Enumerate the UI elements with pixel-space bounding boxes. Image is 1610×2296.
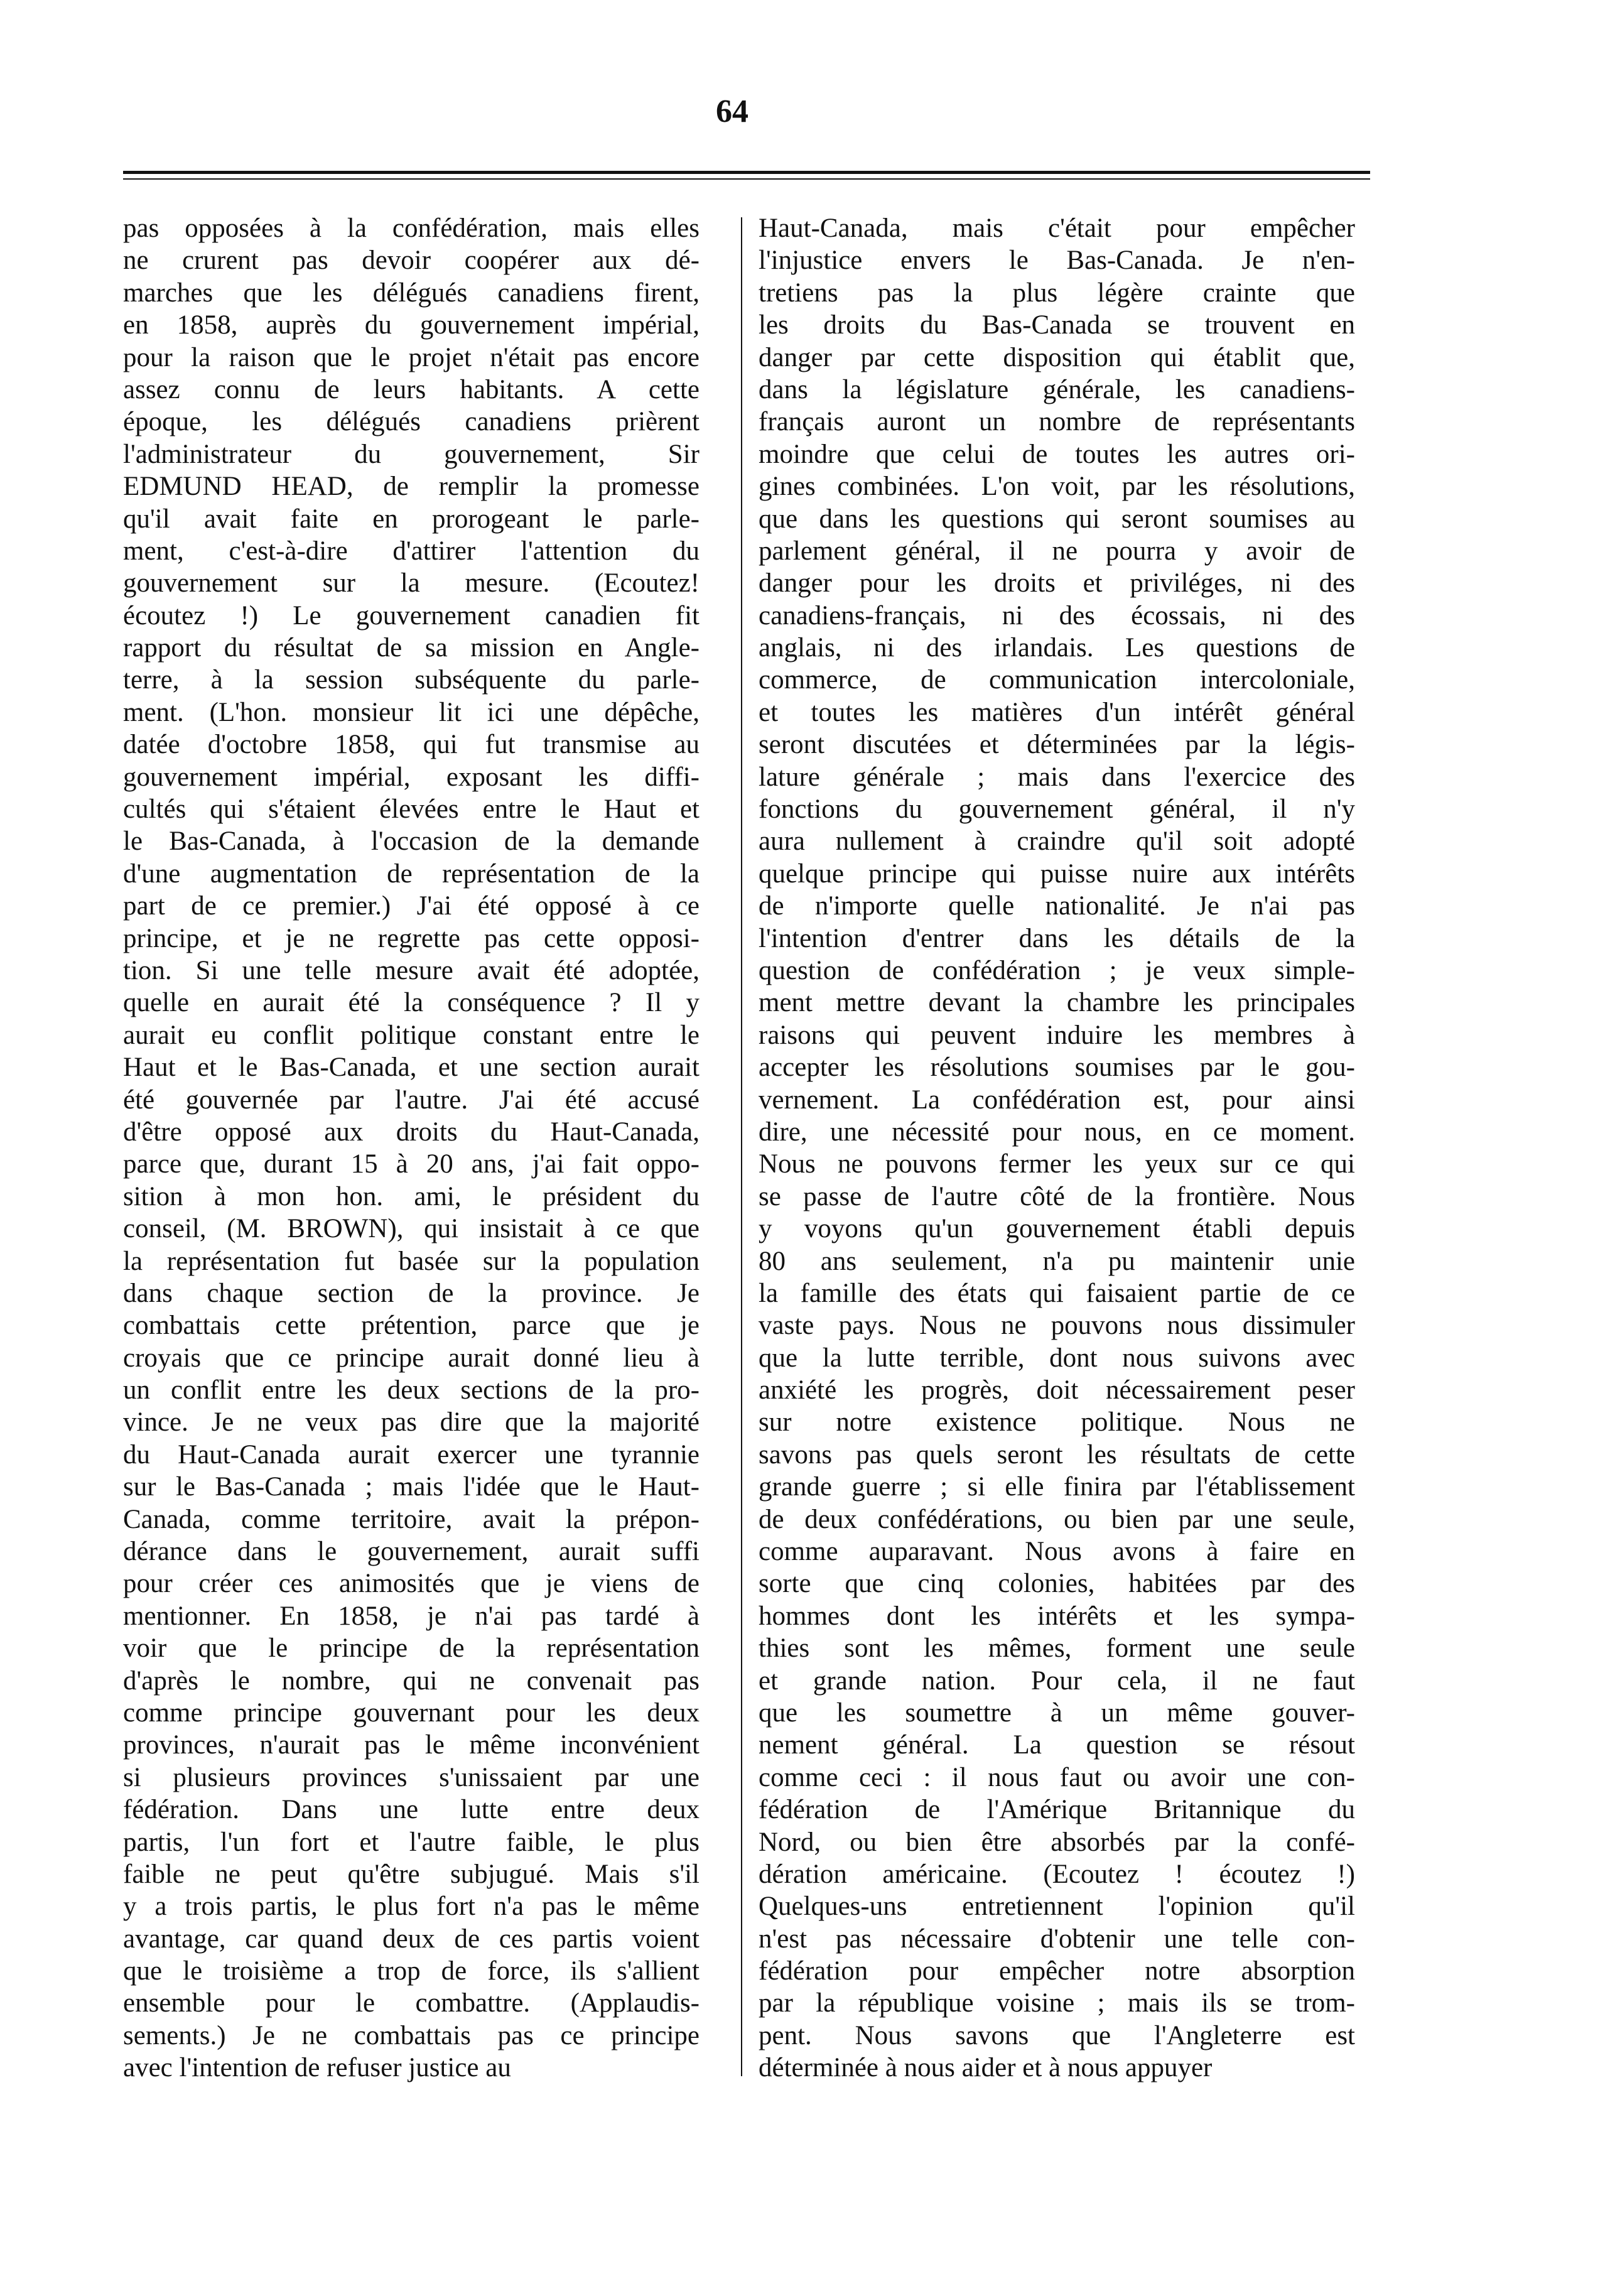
text-line: pent. Nous savons que l'Angleterre est	[759, 2020, 1355, 2050]
text-line: avantage, car quand deux de ces partis voient	[123, 1924, 700, 1954]
text-line: combattais cette prétention, parce que je	[123, 1311, 700, 1341]
text-line: datée d'octobre 1858, qui fut transmise au	[123, 730, 700, 760]
text-line: anglais, ni des irlandais. Les questions de	[759, 633, 1355, 663]
text-line: assez connu de leurs habitants. A cette	[123, 374, 700, 404]
text-line: principe, et je ne regrette pas cette opposi-	[123, 923, 700, 953]
text-line: ment, c'est-à-dire d'attirer l'attention du	[123, 536, 700, 566]
text-line: sur notre existence politique. Nous ne	[759, 1407, 1355, 1438]
text-line: moindre que celui de toutes les autres ori-	[759, 439, 1355, 469]
text-line: hommes dont les intérêts et les sympa-	[759, 1601, 1355, 1631]
text-line: dération américaine. (Ecoutez ! écoutez !)	[759, 1859, 1355, 1889]
text-line: un conflit entre les deux sections de la pro-	[123, 1375, 700, 1405]
text-line: commerce, de communication intercoloniale,	[759, 665, 1355, 695]
text-line: croyais que ce principe aurait donné lieu à	[123, 1343, 700, 1373]
text-line: les droits du Bas-Canada se trouvent en	[759, 310, 1355, 340]
text-line: rapport du résultat de sa mission en Angle-	[123, 633, 700, 663]
text-line: lature générale ; mais dans l'exercice des	[759, 762, 1355, 792]
text-line: marches que les délégués canadiens firent,	[123, 278, 700, 308]
text-line: Nord, ou bien être absorbés par la confé-	[759, 1827, 1355, 1857]
text-line: sur le Bas-Canada ; mais l'idée que le Haut-	[123, 1472, 700, 1502]
text-line: du Haut-Canada aurait exercer une tyrannie	[123, 1439, 700, 1470]
text-line: d'une augmentation de représentation de la	[123, 858, 700, 889]
text-line: comme ceci : il nous faut ou avoir une con-	[759, 1762, 1355, 1792]
text-line: d'être opposé aux droits du Haut-Canada,	[123, 1117, 700, 1147]
text-line: provinces, n'aurait pas le même inconvénient	[123, 1730, 700, 1760]
text-line: sition à mon hon. ami, le président du	[123, 1181, 700, 1211]
text-line: qu'il avait faite en prorogeant le parle-	[123, 504, 700, 534]
text-line: danger pour les droits et priviléges, ni des	[759, 568, 1355, 598]
text-line: l'administrateur du gouvernement, Sir	[123, 439, 700, 469]
text-line: fonctions du gouvernement général, il n'y	[759, 794, 1355, 825]
left-column	[123, 212, 700, 2084]
text-line: vaste pays. Nous ne pouvons nous dissimuler	[759, 1311, 1355, 1341]
text-line: Haut-Canada, mais c'était pour empêcher	[759, 214, 1355, 243]
text-line: quelque principe qui puisse nuire aux intérêts	[759, 858, 1355, 889]
text-line: faible ne peut qu'être subjugué. Mais s'il	[123, 1859, 700, 1889]
text-line: tion. Si une telle mesure avait été adoptée,	[123, 955, 700, 985]
text-line: partis, l'un fort et l'autre faible, le plus	[123, 1827, 700, 1857]
text-line: d'après le nombre, qui ne convenait pas	[123, 1665, 700, 1696]
text-line: l'injustice envers le Bas-Canada. Je n'en-	[759, 246, 1355, 276]
text-line: sements.) Je ne combattais pas ce principe	[123, 2020, 700, 2050]
text-line: raisons qui peuvent induire les membres à	[759, 1020, 1355, 1050]
text-line: déterminée à nous aider et à nous appuyer	[759, 2053, 1213, 2083]
text-line: gouvernement sur la mesure. (Ecoutez!	[123, 568, 700, 598]
text-line: que la lutte terrible, dont nous suivons avec	[759, 1343, 1355, 1373]
text-line: parce que, durant 15 à 20 ans, j'ai fait oppo-	[123, 1149, 700, 1179]
text-line: époque, les délégués canadiens prièrent	[123, 407, 700, 437]
text-line: et grande nation. Pour cela, il ne faut	[759, 1665, 1355, 1696]
text-line: Haut et le Bas-Canada, et une section aurait	[123, 1053, 700, 1083]
text-line: fédération de l'Amérique Britannique du	[759, 1795, 1355, 1825]
text-line: avec l'intention de refuser justice au	[123, 2053, 511, 2083]
text-line: voir que le principe de la représentation	[123, 1633, 700, 1664]
text-line: y a trois partis, le plus fort n'a pas le même	[123, 1892, 700, 1922]
text-line: quelle en aurait été la conséquence ? Il y	[123, 988, 700, 1018]
text-line: question de confédération ; je veux simple-	[759, 955, 1355, 985]
text-line: conseil, (M. BROWN), qui insistait à ce que	[123, 1214, 700, 1244]
text-line: nement général. La question se résout	[759, 1730, 1355, 1760]
text-line: vince. Je ne veux pas dire que la majorité	[123, 1407, 700, 1438]
text-line: dans la législature générale, les canadiens-	[759, 374, 1355, 404]
header-rule-thin	[123, 178, 1370, 180]
text-line: dans chaque section de la province. Je	[123, 1278, 700, 1308]
text-line: que les soumettre à un même gouver-	[759, 1698, 1355, 1728]
text-line: tretiens pas la plus légère crainte que	[759, 278, 1355, 308]
text-line: savons pas quels seront les résultats de cette	[759, 1439, 1355, 1470]
text-line: terre, à la session subséquente du parle-	[123, 665, 700, 695]
text-line: si plusieurs provinces s'unissaient par une	[123, 1762, 700, 1792]
text-line: la famille des états qui faisaient partie de ce	[759, 1278, 1355, 1308]
text-line: aura nullement à craindre qu'il soit adopté	[759, 826, 1355, 857]
text-line: dire, une nécessité pour nous, en ce moment.	[759, 1117, 1355, 1147]
text-line: ensemble pour le combattre. (Applaudis-	[123, 1988, 700, 2018]
text-line: aurait eu conflit politique constant entre le	[123, 1020, 700, 1050]
text-line: de n'importe quelle nationalité. Je n'ai pas	[759, 891, 1355, 921]
header-rule-thick	[123, 171, 1370, 174]
text-line: part de ce premier.) J'ai été opposé à ce	[123, 891, 700, 921]
text-line: pour la raison que le projet n'était pas encore	[123, 342, 700, 372]
text-line: Quelques-uns entretiennent l'opinion qu'il	[759, 1892, 1355, 1922]
text-line: anxiété les progrès, doit nécessairement peser	[759, 1375, 1355, 1405]
text-line: 80 ans seulement, n'a pu maintenir unie	[759, 1246, 1355, 1276]
text-line: cultés qui s'étaient élevées entre le Haut et	[123, 794, 700, 825]
text-line: fédération. Dans une lutte entre deux	[123, 1795, 700, 1825]
text-line: pour créer ces animosités que je viens de	[123, 1569, 700, 1599]
text-line: comme principe gouvernant pour les deux	[123, 1698, 700, 1728]
text-line: se passe de l'autre côté de la frontière. Nous	[759, 1181, 1355, 1211]
text-line: sorte que cinq colonies, habitées par des	[759, 1569, 1355, 1599]
text-line: Nous ne pouvons fermer les yeux sur ce qui	[759, 1149, 1355, 1179]
text-line: parlement général, il ne pourra y avoir de	[759, 536, 1355, 566]
text-line: gines combinées. L'on voit, par les résolutions,	[759, 472, 1355, 502]
text-line: pas opposées à la confédération, mais elles	[123, 214, 700, 243]
text-line: danger par cette disposition qui établit que,	[759, 342, 1355, 372]
text-line: la représentation fut basée sur la population	[123, 1246, 700, 1276]
text-line: accepter les résolutions soumises par le gou-	[759, 1053, 1355, 1083]
column-divider	[741, 217, 742, 2076]
text-line: vernement. La confédération est, pour ainsi	[759, 1085, 1355, 1115]
text-line: français auront un nombre de représentants	[759, 407, 1355, 437]
text-line: mentionner. En 1858, je n'ai pas tardé à	[123, 1601, 700, 1631]
text-line: gouvernement impérial, exposant les diffi-	[123, 762, 700, 792]
text-line: ment mettre devant la chambre les principales	[759, 988, 1355, 1018]
text-line: n'est pas nécessaire d'obtenir une telle con-	[759, 1924, 1355, 1954]
text-line: le Bas-Canada, à l'occasion de la demande	[123, 826, 700, 857]
text-line: en 1858, auprès du gouvernement impérial,	[123, 310, 700, 340]
text-line: que dans les questions qui seront soumises au	[759, 504, 1355, 534]
text-line: Canada, comme territoire, avait la prépon-	[123, 1504, 700, 1534]
text-line: thies sont les mêmes, forment une seule	[759, 1633, 1355, 1664]
text-line: dérance dans le gouvernement, aurait suffi	[123, 1537, 700, 1567]
text-line: EDMUND HEAD, de remplir la promesse	[123, 472, 700, 502]
text-line: y voyons qu'un gouvernement établi depuis	[759, 1214, 1355, 1244]
text-line: seront discutées et déterminées par la légis-	[759, 730, 1355, 760]
text-line: que le troisième a trop de force, ils s'allient	[123, 1956, 700, 1986]
page-number: 64	[716, 94, 748, 129]
text-line: et toutes les matières d'un intérêt général	[759, 697, 1355, 727]
text-line: ment. (L'hon. monsieur lit ici une dépêche,	[123, 697, 700, 727]
text-line: comme auparavant. Nous avons à faire en	[759, 1537, 1355, 1567]
text-line: été gouvernée par l'autre. J'ai été accusé	[123, 1085, 700, 1115]
text-line: grande guerre ; si elle finira par l'établissement	[759, 1472, 1355, 1502]
text-line: de deux confédérations, ou bien par une seule,	[759, 1504, 1355, 1534]
text-line: ne crurent pas devoir coopérer aux dé-	[123, 246, 700, 276]
text-line: fédération pour empêcher notre absorption	[759, 1956, 1355, 1986]
right-column	[759, 212, 1355, 2084]
text-line: canadiens-français, ni des écossais, ni des	[759, 600, 1355, 631]
text-line: l'intention d'entrer dans les détails de la	[759, 923, 1355, 953]
text-line: écoutez !) Le gouvernement canadien fit	[123, 600, 700, 631]
text-line: par la république voisine ; mais ils se trom-	[759, 1988, 1355, 2018]
